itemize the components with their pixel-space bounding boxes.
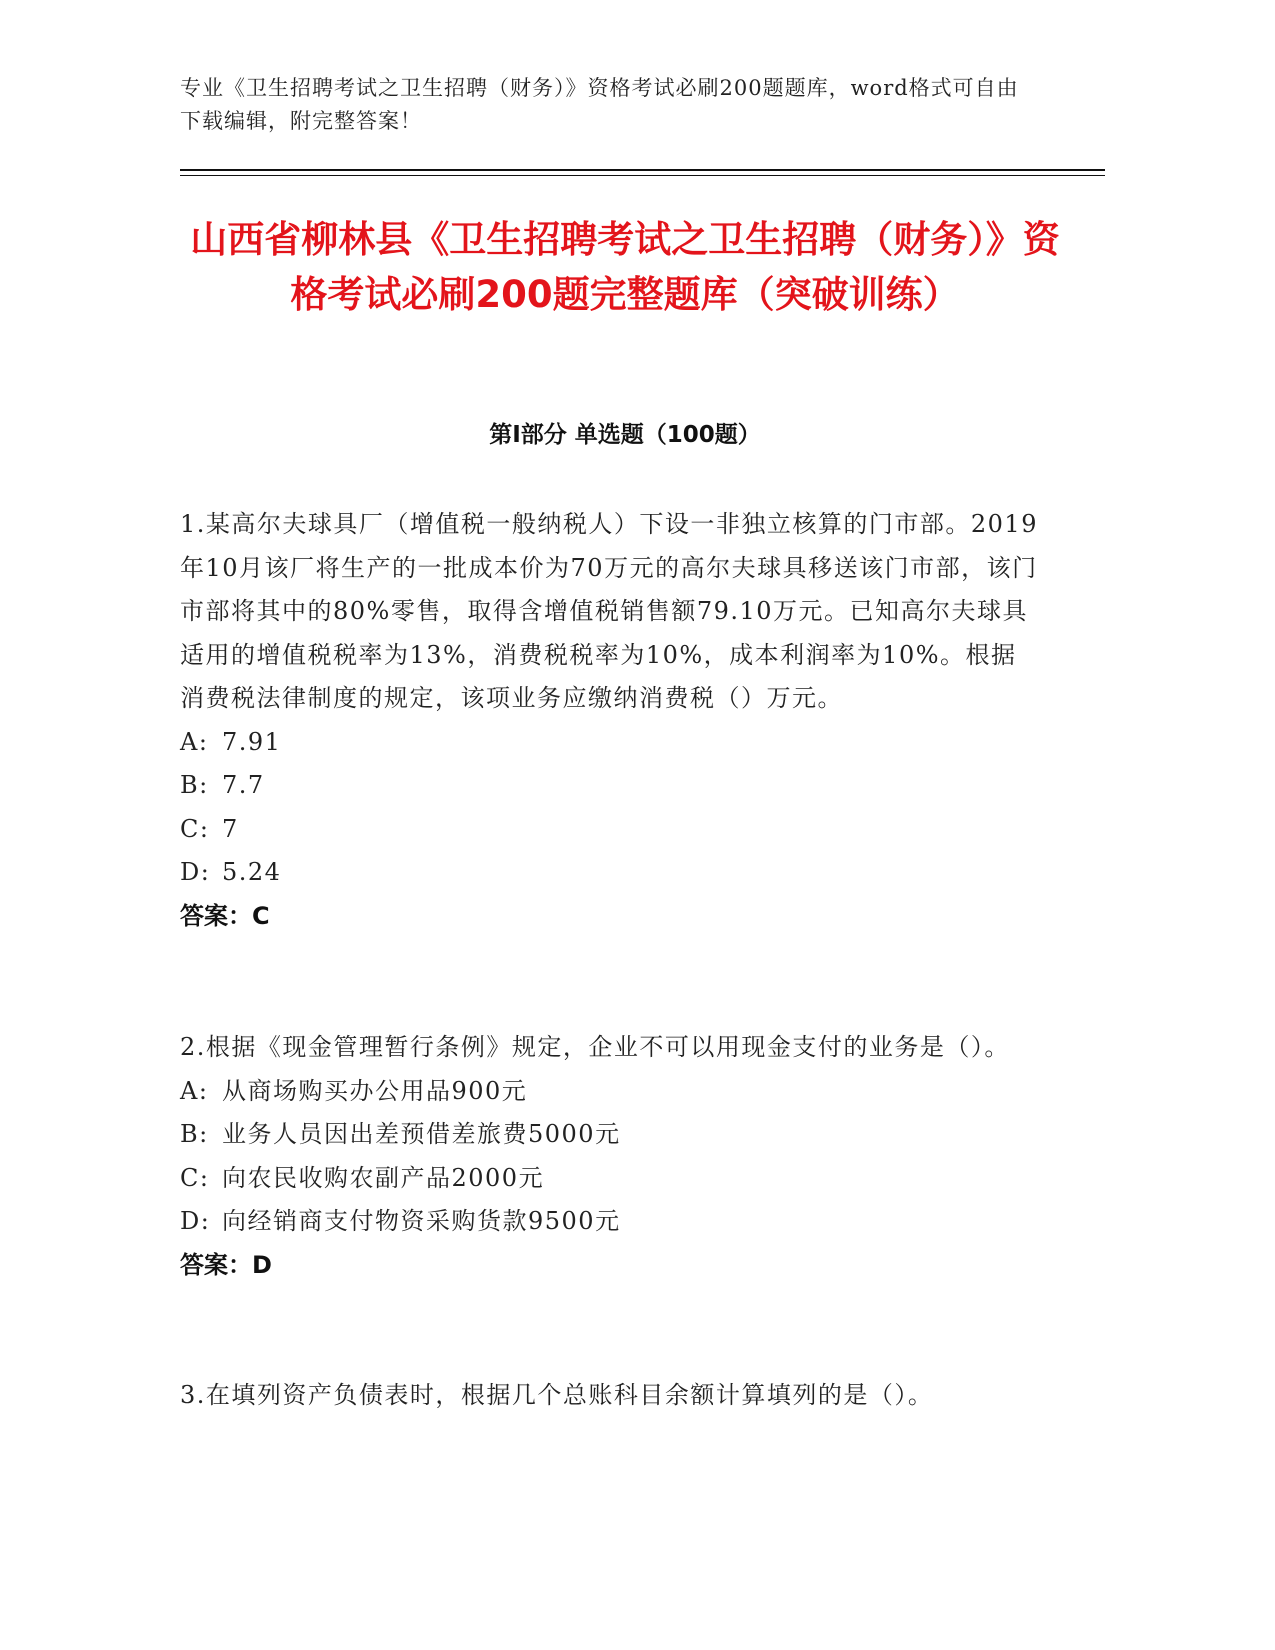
question-2 <box>180 1026 1040 1287</box>
option-letter: B: <box>180 771 209 799</box>
option-letter: D: <box>180 858 211 886</box>
option-letter: D: <box>180 1207 211 1235</box>
option-text: 向经销商支付物资采购货款9500元 <box>222 1207 621 1235</box>
answer: 答案：C <box>180 901 270 930</box>
option-text: 5.24 <box>222 858 282 886</box>
option-letter: C: <box>180 1163 210 1192</box>
header-rule-thin <box>180 175 1105 176</box>
option-text: 7.91 <box>222 727 282 756</box>
section-title: 第I部分 单选题（100题） <box>489 422 761 448</box>
option-text: 业务人员因出差预借差旅费5000元 <box>222 1120 621 1148</box>
answer: 答案：D <box>180 1250 272 1279</box>
option-c <box>180 1157 1040 1201</box>
option-d <box>180 1200 1040 1244</box>
document-title: 山西省柳林县《卫生招聘考试之卫生招聘（财务）》资格考试必刷200题完整题库（突破训练） <box>190 218 1060 316</box>
option-text: 7.7 <box>222 771 265 799</box>
option-c <box>180 808 1040 852</box>
question-stem: 2.根据《现金管理暂行条例》规定，企业不可以用现金支付的业务是（）。 <box>180 1033 1010 1061</box>
option-letter: B: <box>180 1120 209 1148</box>
header-note: 专业《卫生招聘考试之卫生招聘（财务）》资格考试必刷200题题库，word格式可自由下载编辑，附完整答案！ <box>180 76 1019 133</box>
option-letter: A: <box>180 727 209 756</box>
option-b <box>180 764 1040 808</box>
option-b <box>180 1113 1040 1157</box>
option-letter: A: <box>180 1076 209 1105</box>
option-letter: C: <box>180 814 210 843</box>
option-text: 从商场购买办公用品900元 <box>222 1076 528 1105</box>
question-3 <box>180 1374 1040 1418</box>
question-1 <box>180 503 1040 938</box>
option-d <box>180 851 1040 895</box>
question-stem: 3.在填列资产负债表时，根据几个总账科目余额计算填列的是（）。 <box>180 1381 934 1409</box>
option-a <box>180 721 1040 765</box>
option-text: 7 <box>222 814 239 843</box>
option-text: 向农民收购农副产品2000元 <box>222 1163 545 1192</box>
header-rule-thick <box>180 169 1105 171</box>
question-stem: 1.某高尔夫球具厂（增值税一般纳税人）下设一非独立核算的门市部。2019年10月该厂将生产的一批成本价为70万元的高尔夫球具移送该门市部，该门市部将其中的80%零售，取得含增值税销售额79.10万元。已知高尔夫球具适用的增值税税率为13%，消费税税率为10%，成本利润率为10%。根据消费税法律制度的规定，该项业务应缴纳消费税（）万元。 <box>180 510 1038 712</box>
option-a <box>180 1070 1040 1114</box>
